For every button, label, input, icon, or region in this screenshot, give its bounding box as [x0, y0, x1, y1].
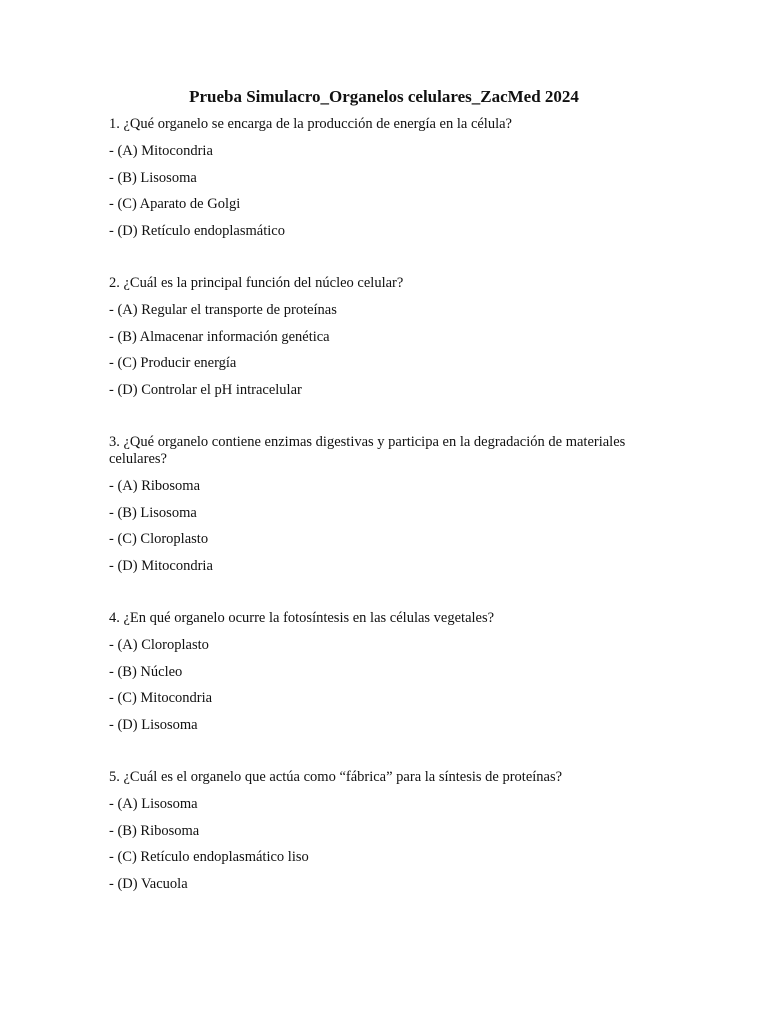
question-text: 1. ¿Qué organelo se encarga de la producción de energía en la célula?	[109, 116, 512, 132]
option-c: - (C) Retículo endoplasmático liso	[109, 849, 309, 865]
question-2	[109, 275, 629, 399]
option-a: - (A) Ribosoma	[109, 478, 201, 494]
question-text: 2. ¿Cuál es la principal función del núcleo celular?	[109, 275, 404, 291]
option-c: - (C) Cloroplasto	[109, 531, 209, 547]
option-a: - (A) Mitocondria	[109, 143, 213, 159]
option-d: - (D) Retículo endoplasmático	[109, 222, 285, 239]
option-d: - (D) Controlar el pH intracelular	[109, 381, 302, 398]
option-b: - (B) Ribosoma	[109, 822, 200, 839]
option-b: - (B) Almacenar información genética	[109, 328, 330, 345]
option-b: - (B) Lisosoma	[109, 504, 197, 521]
option-c: - (C) Producir energía	[109, 355, 237, 371]
option-d: - (D) Vacuola	[109, 875, 188, 892]
option-a: - (A) Regular el transporte de proteínas	[109, 302, 337, 318]
option-c: - (C) Aparato de Golgi	[109, 196, 241, 212]
option-c: - (C) Mitocondria	[109, 690, 213, 706]
option-b: - (B) Núcleo	[109, 663, 183, 680]
option-a: - (A) Cloroplasto	[109, 637, 209, 653]
option-d: - (D) Lisosoma	[109, 716, 198, 733]
option-d: - (D) Mitocondria	[109, 557, 213, 574]
page-title: Prueba Simulacro_Organelos celulares_ZacMed 2024	[189, 87, 579, 106]
question-text: 4. ¿En qué organelo ocurre la fotosíntesis en las células vegetales?	[109, 610, 495, 626]
question-5	[109, 769, 629, 893]
question-3	[109, 434, 629, 575]
question-text: 5. ¿Cuál es el organelo que actúa como “fábrica” para la síntesis de proteínas?	[109, 769, 563, 785]
question-4	[109, 610, 629, 734]
question-text: 3. ¿Qué organelo contiene enzimas digestivas y participa en la degradación de materiales celulares?	[109, 434, 626, 467]
option-a: - (A) Lisosoma	[109, 796, 198, 812]
option-b: - (B) Lisosoma	[109, 169, 197, 186]
question-1	[109, 116, 629, 240]
